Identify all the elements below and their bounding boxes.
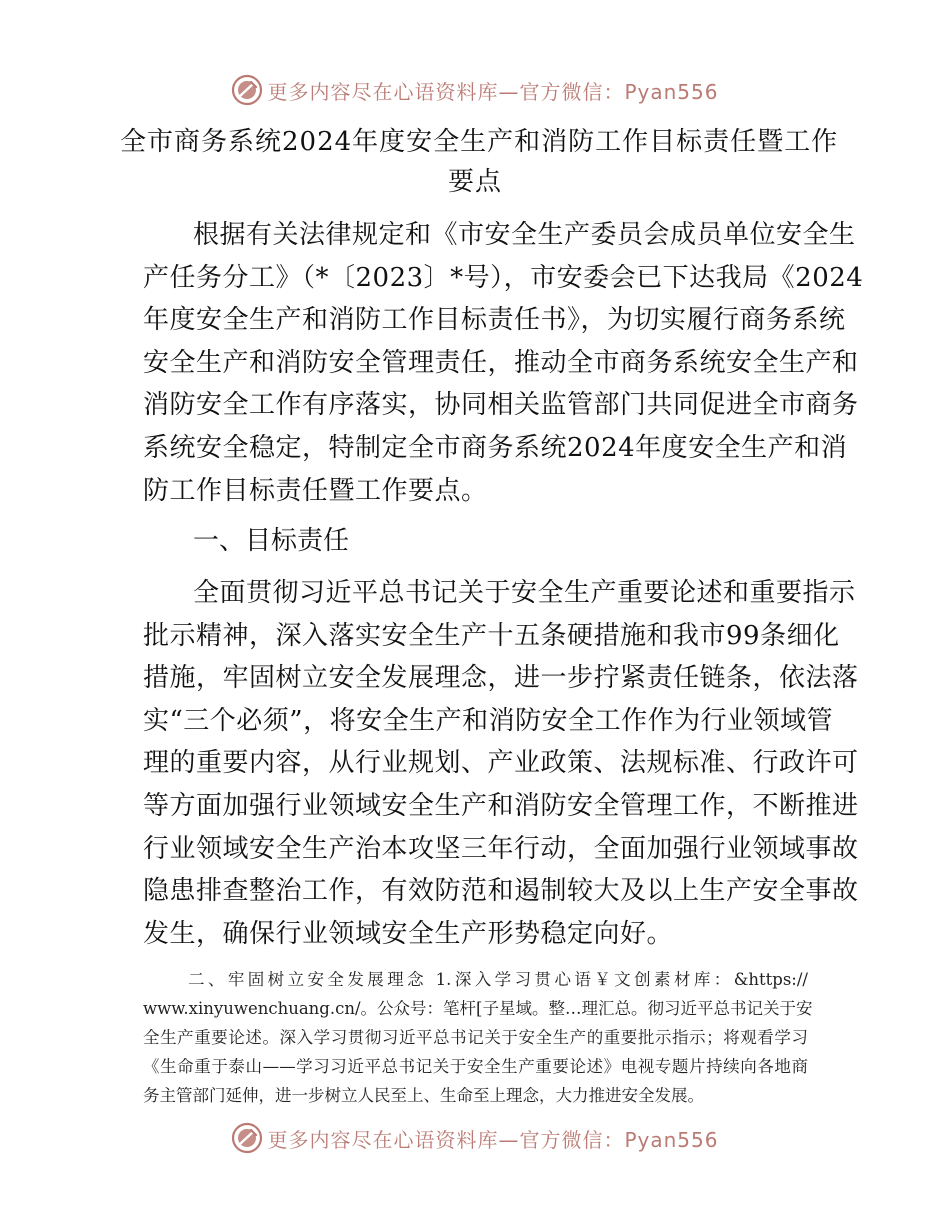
text-line: 等方面加强行业领域安全生产和消防安全管理工作，不断推进 [143, 790, 859, 821]
text-line: 发生，确保行业领域安全生产形势稳定向好。 [143, 918, 674, 949]
text-line: 二、牢固树立安全发展理念 1.深入学习贯心语￥文创素材库：&https:// [188, 970, 808, 989]
banner-text: 更多内容尽在心语资料库—官方微信：Pyan556 [267, 79, 719, 104]
text-line: 批示精神，深入落实安全生产十五条硬措施和我市99条细化 [143, 620, 840, 651]
paragraph-intro [143, 214, 864, 512]
text-line: 全生产重要论述。深入学习贯彻习近平总书记关于安全生产的重要批示指示；将观看学习 [143, 1028, 808, 1047]
text-line: 实“三个必须”，将安全生产和消防安全工作作为行业领域管 [143, 705, 834, 736]
header-banner [0, 72, 950, 108]
document-title-line-1: 全市商务系统2024年度安全生产和消防工作目标责任暨工作 [120, 127, 839, 157]
footer-banner [0, 1120, 950, 1156]
section-heading-goals: 一、目标责任 [193, 526, 350, 556]
text-line: www.xinyuwenchuang.cn/。公众号：笔杆[子星域。整…理汇总。彻习近平总书记关于安 [143, 999, 813, 1018]
banner-text: 更多内容尽在心语资料库—官方微信：Pyan556 [267, 1127, 719, 1152]
text-line: 理的重要内容，从行业规划、产业政策、法规标准、行政许可 [143, 748, 859, 779]
text-line: 隐患排查整治工作，有效防范和遏制较大及以上生产安全事故 [143, 876, 859, 907]
text-line: 务主管部门延伸，进一步树立人民至上、生命至上理念，大力推进安全发展。 [143, 1086, 704, 1105]
text-line: 安全生产和消防安全管理责任，推动全市商务系统安全生产和 [143, 347, 859, 378]
text-line: 全面贯彻习近平总书记关于安全生产重要论述和重要指示 [193, 578, 856, 608]
text-line: 年度安全生产和消防工作目标责任书》，为切实履行商务系统 [143, 305, 846, 336]
seal-logo-icon [231, 74, 263, 106]
text-line: 措施，牢固树立安全发展理念，进一步拧紧责任链条，依法落 [143, 663, 859, 694]
paragraph-goals [143, 572, 859, 955]
text-line: 行业领域安全生产治本攻坚三年行动，全面加强行业领域事故 [143, 833, 859, 864]
document-title-line-2: 要点 [447, 167, 502, 197]
text-line: 《生命重于泰山——学习习近平总书记关于安全生产重要论述》电视专题片持续向各地商 [143, 1057, 808, 1076]
seal-logo-icon [231, 1122, 263, 1154]
text-line: 防工作目标责任暨工作要点。 [143, 475, 488, 506]
text-line: 消防安全工作有序落实，协同相关监管部门共同促进全市商务 [143, 390, 859, 421]
text-line: 系统安全稳定，特制定全市商务系统2024年度安全生产和消 [143, 432, 848, 463]
paragraph-section-two [143, 965, 813, 1110]
text-line: 根据有关法律规定和《市安全生产委员会成员单位安全生 [193, 220, 856, 250]
text-line: 产任务分工》（*〔2023〕*号），市安委会已下达我局《2024 [143, 262, 864, 293]
